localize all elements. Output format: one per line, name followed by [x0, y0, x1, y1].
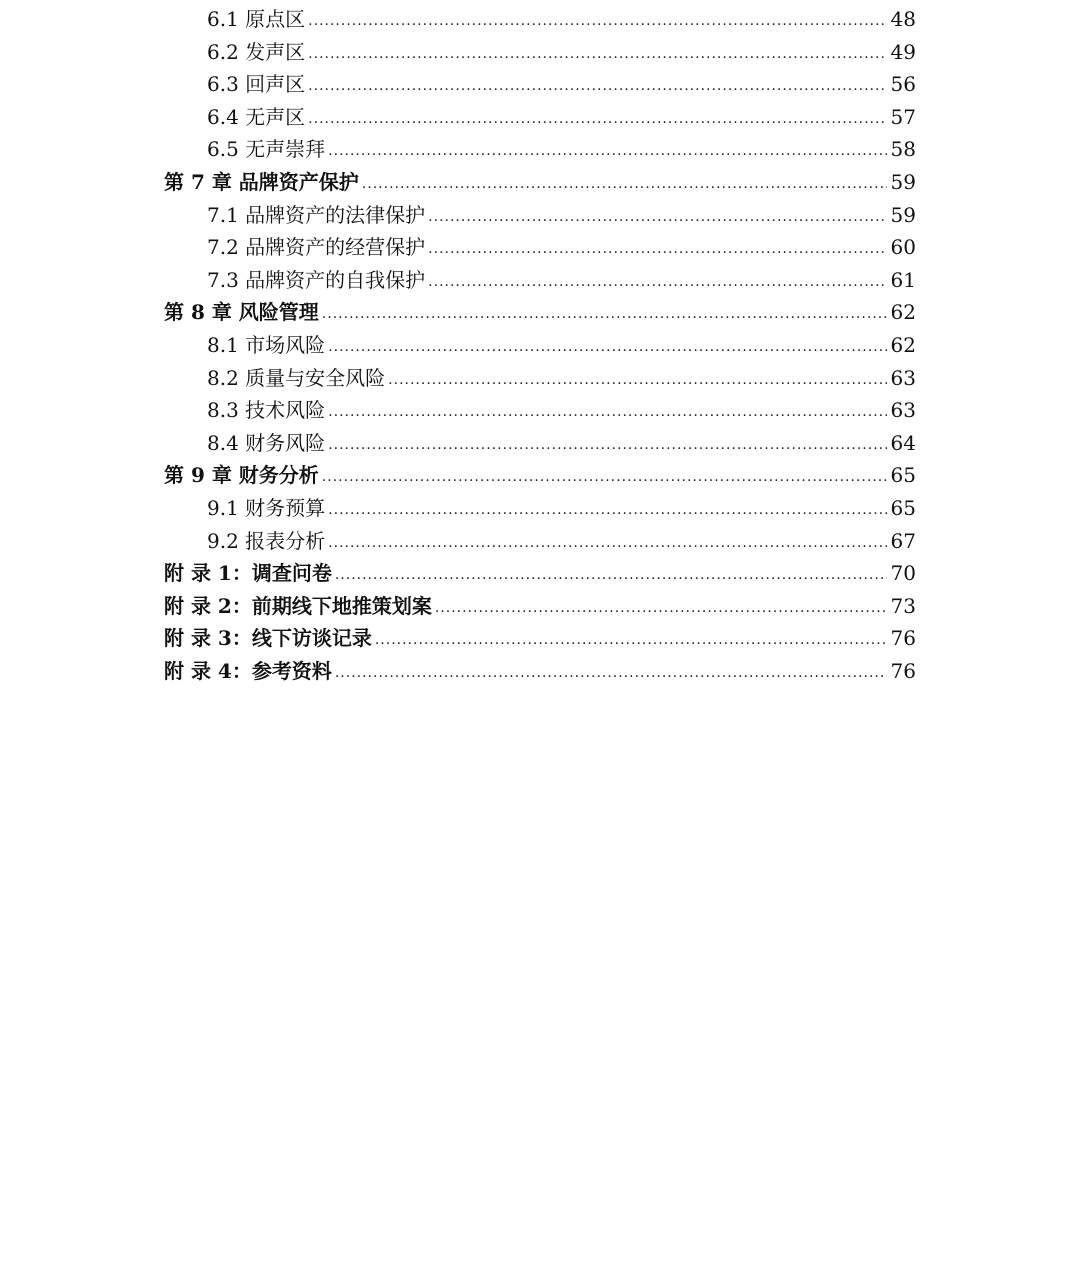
dot-leader: [335, 657, 887, 690]
dot-leader: [335, 559, 887, 592]
toc-entry[interactable]: [164, 362, 916, 395]
dot-leader: [328, 527, 886, 560]
toc-appendix-entry[interactable]: [164, 557, 916, 590]
dot-leader: [428, 201, 886, 234]
toc-entry[interactable]: [164, 264, 916, 297]
toc-entry-page: 56: [890, 72, 916, 97]
toc-entry-page: 64: [890, 430, 916, 455]
toc-entry-page: 70: [890, 561, 916, 586]
toc-entry[interactable]: [164, 525, 916, 558]
toc-entry-page: 59: [890, 169, 916, 194]
toc-entry-page: 63: [890, 365, 916, 390]
toc-entry-page: 76: [890, 626, 916, 651]
toc-entry-title: 8.3 技术风险: [207, 398, 326, 423]
toc-entry-title: 9.2 报表分析: [207, 528, 326, 553]
toc-entry-title: 9.1 财务预算: [207, 495, 326, 520]
toc-entry-title: 第 7 章 品牌资产保护: [164, 169, 359, 194]
toc-entry-page: 57: [890, 104, 916, 129]
toc-entry[interactable]: [164, 133, 916, 166]
toc-entry[interactable]: [164, 3, 916, 36]
toc-entry[interactable]: [164, 492, 916, 525]
toc-entry-page: 60: [890, 235, 916, 260]
toc-entry-page: 73: [890, 593, 916, 618]
toc-entry[interactable]: [164, 68, 916, 101]
toc-entry-page: 59: [890, 202, 916, 227]
toc-entry-title: 7.1 品牌资产的法律保护: [207, 202, 426, 227]
toc-entry-title: 6.3 回声区: [207, 72, 306, 97]
toc-entry-page: 62: [890, 300, 916, 325]
toc-entry[interactable]: [164, 394, 916, 427]
toc-entry-title: 8.1 市场风险: [207, 332, 326, 357]
toc-entry-title: 附 录 1：调查问卷: [164, 561, 332, 586]
toc-entry-title: 7.3 品牌资产的自我保护: [207, 267, 426, 292]
dot-leader: [308, 70, 886, 103]
toc-entry-page: 62: [890, 332, 916, 357]
toc-appendix-entry[interactable]: [164, 655, 916, 688]
dot-leader: [328, 494, 886, 527]
toc-entry-title: 附 录 2：前期线下地推策划案: [164, 593, 432, 618]
dot-leader: [362, 168, 887, 201]
toc-entry-title: 6.4 无声区: [207, 104, 306, 129]
toc-entry-page: 65: [890, 463, 916, 488]
toc-appendix-entry[interactable]: [164, 622, 916, 655]
toc-entry[interactable]: [164, 329, 916, 362]
toc-entry[interactable]: [164, 36, 916, 69]
toc-chapter-entry[interactable]: [164, 459, 916, 492]
dot-leader: [428, 233, 886, 266]
dot-leader: [375, 624, 887, 657]
toc-chapter-entry[interactable]: [164, 296, 916, 329]
dot-leader: [308, 38, 886, 71]
dot-leader: [308, 5, 886, 38]
toc-entry-page: 58: [890, 137, 916, 162]
dot-leader: [322, 461, 887, 494]
dot-leader: [428, 266, 886, 299]
toc-entry-title: 附 录 3：线下访谈记录: [164, 626, 372, 651]
toc-entry-page: 49: [890, 39, 916, 64]
table-of-contents: [164, 3, 916, 687]
toc-entry[interactable]: [164, 427, 916, 460]
dot-leader: [308, 103, 886, 136]
toc-entry[interactable]: [164, 101, 916, 134]
toc-entry-title: 6.5 无声崇拜: [207, 137, 326, 162]
toc-entry-page: 48: [890, 7, 916, 31]
dot-leader: [328, 135, 886, 168]
toc-entry-title: 第 8 章 风险管理: [164, 300, 319, 325]
toc-entry-page: 61: [890, 267, 916, 292]
dot-leader: [322, 298, 887, 331]
toc-appendix-entry[interactable]: [164, 590, 916, 623]
toc-entry-title: 第 9 章 财务分析: [164, 463, 319, 488]
toc-entry-title: 附 录 4：参考资料: [164, 658, 332, 683]
toc-entry-page: 63: [890, 398, 916, 423]
toc-entry-title: 6.2 发声区: [207, 39, 306, 64]
dot-leader: [388, 364, 886, 397]
dot-leader: [328, 331, 886, 364]
toc-entry-title: 7.2 品牌资产的经营保护: [207, 235, 426, 260]
toc-entry-title: 8.4 财务风险: [207, 430, 326, 455]
toc-entry-title: 6.1 原点区: [207, 7, 306, 31]
toc-entry[interactable]: [164, 199, 916, 232]
toc-entry[interactable]: [164, 231, 916, 264]
toc-entry-title: 8.2 质量与安全风险: [207, 365, 386, 390]
dot-leader: [435, 592, 887, 625]
toc-entry-page: 67: [890, 528, 916, 553]
toc-entry-page: 76: [890, 658, 916, 683]
dot-leader: [328, 396, 886, 429]
dot-leader: [328, 429, 886, 462]
toc-entry-page: 65: [890, 495, 916, 520]
toc-chapter-entry[interactable]: [164, 166, 916, 199]
